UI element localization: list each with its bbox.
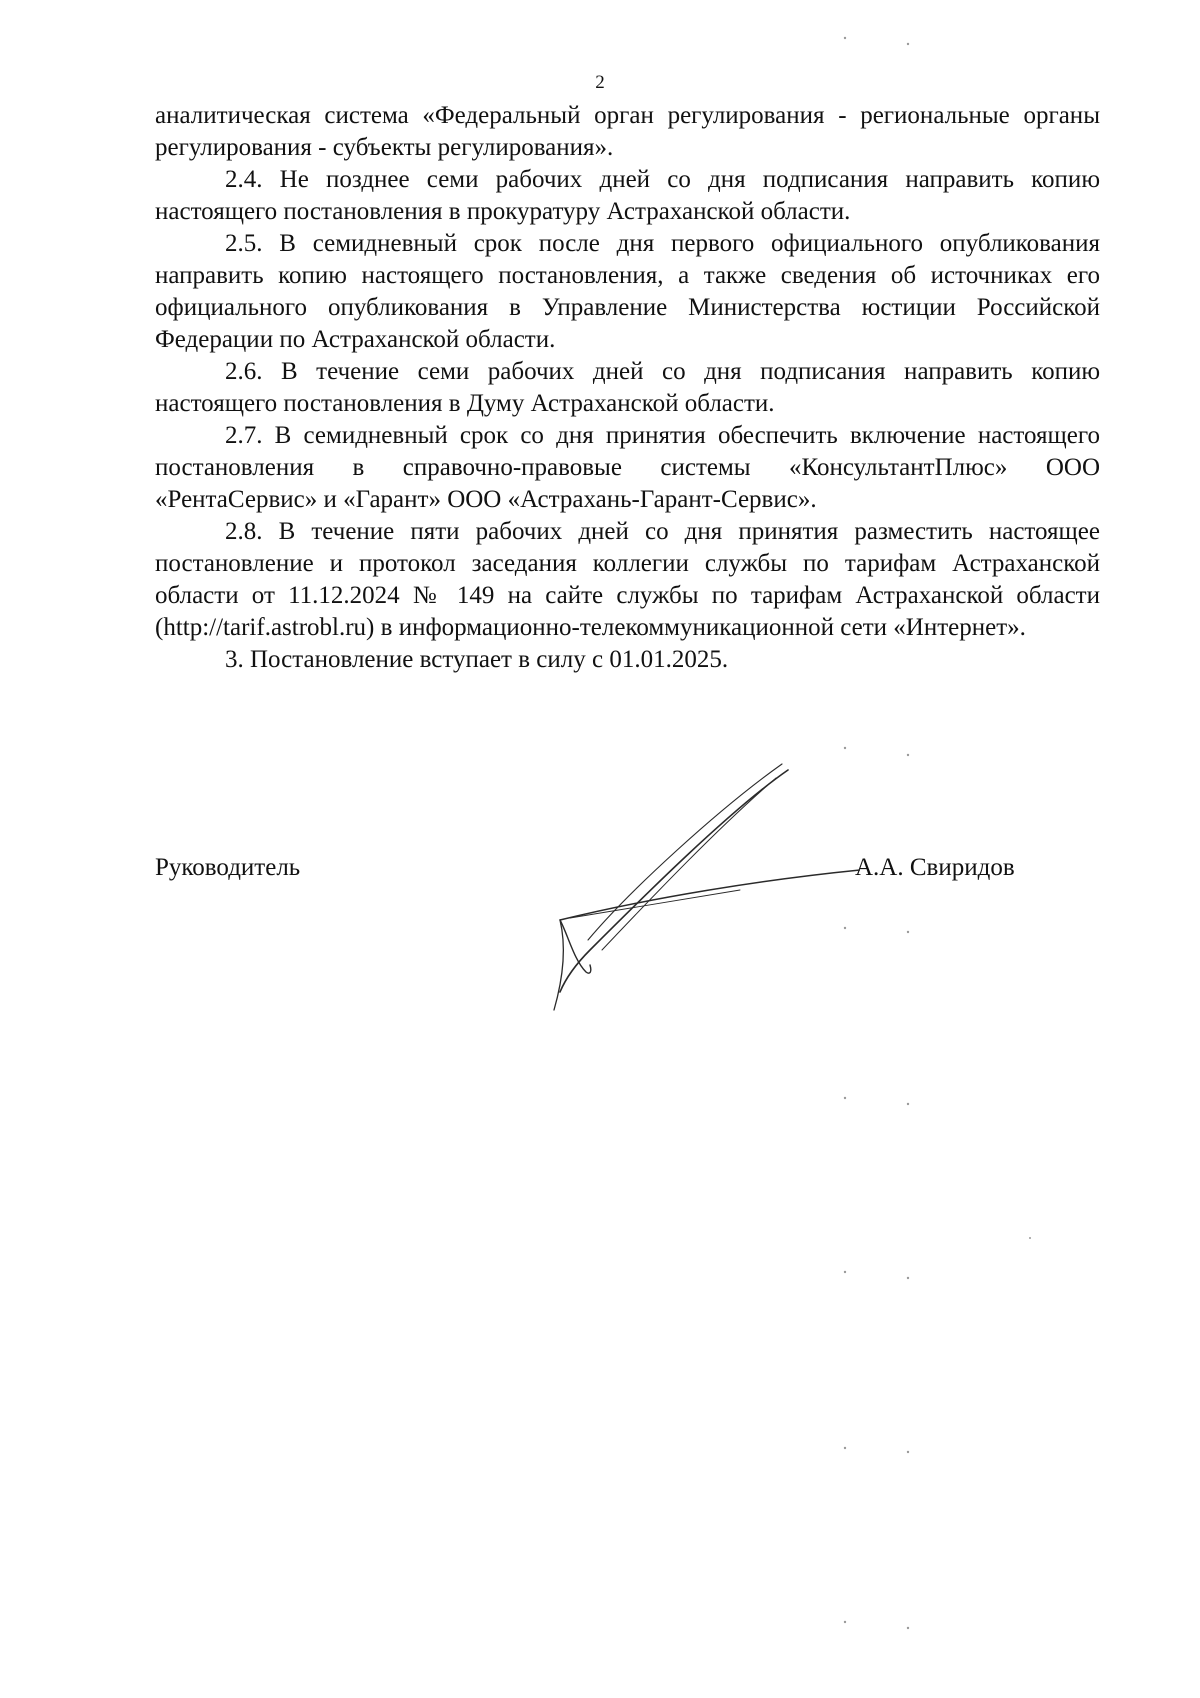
paragraph-continuation: аналитическая система «Федеральный орган регулирования - региональные органы регулирования - субъекты регулирования». [155,102,1100,161]
paragraph-2-7: 2.7. В семидневный срок со дня принятия обеспечить включение настоящего постановления в справочно-правовые системы «КонсультантПлюс» ООО «РентаСервис» и «Гарант» ООО «Астрахань-Гарант-Сервис». [155,422,1100,513]
signer-name: А.А. Свиридов [855,854,1015,881]
paragraph-2-8: 2.8. В течение пяти рабочих дней со дня принятия разместить настоящее постановление и протокол заседания коллегии службы по тарифам Астраханской области от 11.12.2024 № 149 на сайте службы по тарифам Астраханской области (http://tarif.astrobl.ru) в информационно-телекоммуникационной сети «Интернет». [155,518,1100,641]
signer-title: Руководитель [155,854,301,881]
document-body [155,100,1100,676]
paragraph-2-4: 2.4. Не позднее семи рабочих дней со дня подписания направить копию настоящего постановления в прокуратуру Астраханской области. [155,166,1100,225]
paragraph-2-5: 2.5. В семидневный срок после дня первого официального опубликования направить копию настоящего постановления, а также сведения об источниках его официального опубликования в Управление Министерства юстиции Российской Федерации по Астраханской области. [155,230,1100,353]
paragraph-2-6: 2.6. В течение семи рабочих дней со дня подписания направить копию настоящего постановления в Думу Астраханской области. [155,358,1100,417]
page-number: 2 [595,72,605,93]
paragraph-3: 3. Постановление вступает в силу с 01.01.2025. [225,646,729,673]
handwritten-signature [530,760,860,1020]
